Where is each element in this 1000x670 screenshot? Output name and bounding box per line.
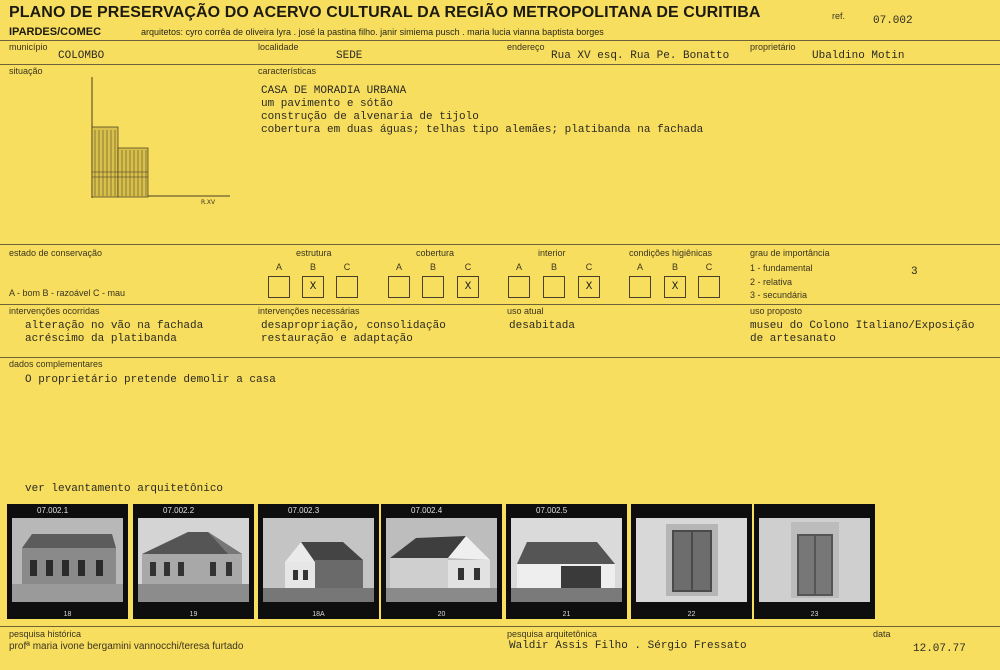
card-title: PLANO DE PRESERVAÇÃO DO ACERVO CULTURAL DA REGIÃO METROPOLITANA DE CURITIBA xyxy=(9,4,761,21)
higienicas-c-checkbox[interactable] xyxy=(698,276,720,298)
estrutura-b-checkbox[interactable]: X xyxy=(302,276,324,298)
frame-number: 18 xyxy=(63,611,72,618)
localidade-label: localidade xyxy=(258,42,299,52)
ocorridas-line: acréscimo da platibanda xyxy=(25,333,177,345)
architects-line: arquitetos: cyro corrêa de oliveira lyra . josé la pastina filho. janir simiema pusch . maria lucia vianna baptista borges xyxy=(141,27,604,37)
conservacao-legend: A - bom B - razoável C - mau xyxy=(9,288,126,298)
grade-letter: A xyxy=(636,262,643,272)
interior-a-checkbox[interactable] xyxy=(508,276,530,298)
levantamento-note: ver levantamento arquitetônico xyxy=(25,483,224,495)
grade-letter: C xyxy=(343,262,351,272)
ref-label: ref. xyxy=(832,11,846,21)
pesquisa-historica-label: pesquisa histórica xyxy=(9,629,82,639)
caracteristicas-label: características xyxy=(258,66,317,76)
group-cobertura-label: cobertura xyxy=(416,248,455,258)
grade-letter: C xyxy=(585,262,593,272)
photo-caption: 07.002.5 xyxy=(536,506,568,515)
situacao-label: situação xyxy=(9,66,43,76)
grade-letter: B xyxy=(671,262,678,272)
uso-atual-value: desabitada xyxy=(509,320,576,332)
photo-image xyxy=(386,518,497,602)
uso-proposto-line: de artesanato xyxy=(750,333,836,345)
photo-frame[interactable] xyxy=(506,504,627,619)
proprietario-label: proprietário xyxy=(750,42,796,52)
frame-number: 19 xyxy=(189,611,198,618)
divider xyxy=(0,64,1000,65)
uso-atual-label: uso atual xyxy=(507,306,544,316)
cobertura-b-checkbox[interactable] xyxy=(422,276,444,298)
divider xyxy=(0,40,1000,41)
importancia-option: 3 - secundária xyxy=(750,290,808,300)
endereco-label: endereço xyxy=(507,42,545,52)
pesquisa-arq-label: pesquisa arquitetônica xyxy=(507,629,598,639)
grade-letter: A xyxy=(395,262,402,272)
estrutura-c-checkbox[interactable] xyxy=(336,276,358,298)
importancia-label: grau de importância xyxy=(750,248,830,258)
caracteristicas-line: CASA DE MORADIA URBANA xyxy=(261,85,407,97)
grade-letter: B xyxy=(309,262,316,272)
photo-frame[interactable] xyxy=(381,504,502,619)
divider xyxy=(0,304,1000,305)
necessarias-line: desapropriação, consolidação xyxy=(261,320,446,332)
caracteristicas-line: cobertura em duas águas; telhas tipo alemães; platibanda na fachada xyxy=(261,124,704,136)
caracteristicas-line: construção de alvenaria de tijolo xyxy=(261,111,479,123)
photo-frame[interactable] xyxy=(7,504,128,619)
conservacao-label: estado de conservação xyxy=(9,248,103,258)
photo-image xyxy=(759,518,870,602)
interior-c-checkbox[interactable]: X xyxy=(578,276,600,298)
photo-image xyxy=(636,518,747,602)
higienicas-a-checkbox[interactable] xyxy=(629,276,651,298)
divider xyxy=(0,626,1000,627)
photo-image xyxy=(511,518,622,602)
frame-number: 18A xyxy=(312,611,325,618)
photo-image xyxy=(12,518,123,602)
data-label: data xyxy=(873,629,891,639)
photo-caption: 07.002.3 xyxy=(288,506,320,515)
photo-frame[interactable] xyxy=(258,504,379,619)
uso-proposto-label: uso proposto xyxy=(750,306,803,316)
frame-number: 23 xyxy=(810,611,819,618)
complementares-text: O proprietário pretende demolir a casa xyxy=(25,374,276,386)
proprietario-value: Ubaldino Motin xyxy=(812,50,905,62)
grade-letter: B xyxy=(550,262,557,272)
grade-letter: B xyxy=(429,262,436,272)
cobertura-a-checkbox[interactable] xyxy=(388,276,410,298)
photo-image xyxy=(138,518,249,602)
endereco-value: Rua XV esq. Rua Pe. Bonatto xyxy=(551,50,730,62)
grade-letter: A xyxy=(275,262,282,272)
ocorridas-label: intervenções ocorridas xyxy=(9,306,100,316)
importancia-value: 3 xyxy=(911,266,918,278)
frame-number: 21 xyxy=(562,611,571,618)
divider xyxy=(0,244,1000,245)
uso-proposto-line: museu do Colono Italiano/Exposição xyxy=(750,320,975,332)
org-name: IPARDES/COMEC xyxy=(9,26,102,38)
importancia-option: 1 - fundamental xyxy=(750,263,813,273)
photo-caption: 07.002.2 xyxy=(163,506,195,515)
ref-value: 07.002 xyxy=(873,15,913,27)
sketch-note: R.XV xyxy=(201,199,216,206)
frame-number: 22 xyxy=(687,611,696,618)
group-estrutura-label: estrutura xyxy=(296,248,332,258)
higienicas-b-checkbox[interactable]: X xyxy=(664,276,686,298)
group-higienicas-label: condições higiênicas xyxy=(629,248,713,258)
photo-image xyxy=(263,518,374,602)
interior-b-checkbox[interactable] xyxy=(543,276,565,298)
divider xyxy=(0,357,1000,358)
group-interior-label: interior xyxy=(538,248,566,258)
site-sketch xyxy=(80,72,240,207)
grade-letter: C xyxy=(705,262,713,272)
photo-caption: 07.002.1 xyxy=(37,506,69,515)
data-value: 12.07.77 xyxy=(913,643,966,655)
estrutura-a-checkbox[interactable] xyxy=(268,276,290,298)
ocorridas-line: alteração no vão na fachada xyxy=(25,320,204,332)
pesquisa-arq-value: Waldir Assis Filho . Sérgio Fressato xyxy=(509,640,747,652)
grade-letter: A xyxy=(515,262,522,272)
cobertura-c-checkbox[interactable]: X xyxy=(457,276,479,298)
grade-letter: C xyxy=(464,262,472,272)
photo-caption: 07.002.4 xyxy=(411,506,443,515)
photo-frame[interactable] xyxy=(754,504,875,619)
importancia-option: 2 - relativa xyxy=(750,277,793,287)
frame-number: 20 xyxy=(437,611,446,618)
localidade-value: SEDE xyxy=(336,50,363,62)
necessarias-line: restauração e adaptação xyxy=(261,333,413,345)
municipio-label: município xyxy=(9,42,48,52)
pesquisa-historica-value: profª maria ivone bergamini vannocchi/teresa furtado xyxy=(9,641,244,652)
photo-frame[interactable] xyxy=(133,504,254,619)
photo-frame[interactable] xyxy=(631,504,752,619)
necessarias-label: intervenções necessárias xyxy=(258,306,360,316)
municipio-value: COLOMBO xyxy=(58,50,105,62)
caracteristicas-line: um pavimento e sótão xyxy=(261,98,394,110)
complementares-label: dados complementares xyxy=(9,359,103,369)
